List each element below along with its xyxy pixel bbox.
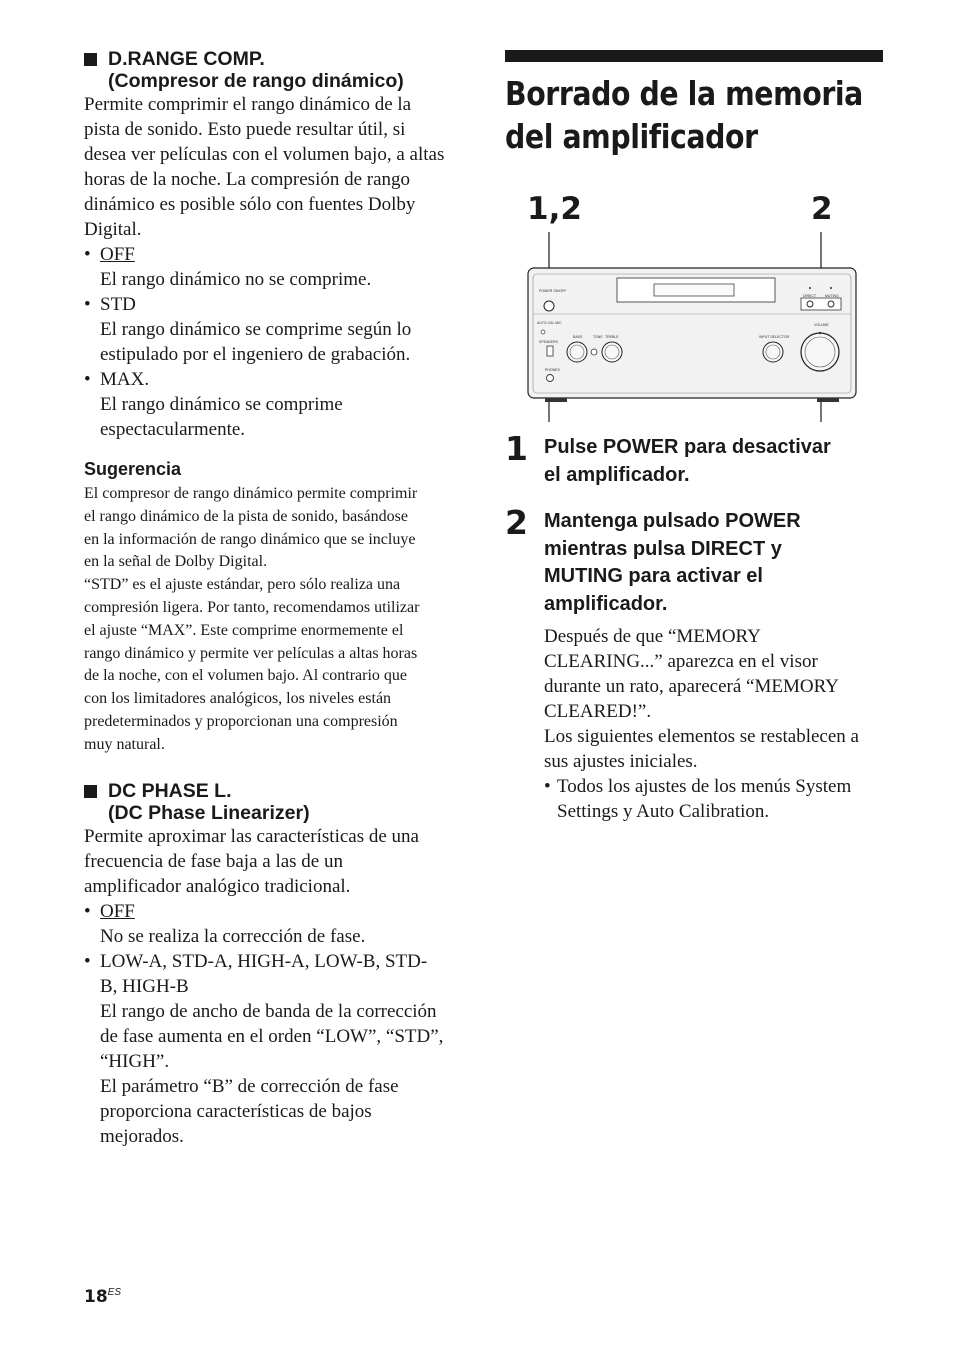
text-line: amplificador analógico tradicional. (84, 875, 351, 897)
text-line: pista de sonido. Esto puede resultar útil, si (84, 119, 406, 140)
text-line: el ajuste “MAX”. Este comprime enormemente el (84, 621, 404, 639)
treble-label: TREBLE (605, 335, 619, 339)
text-line: el amplificador. (544, 463, 690, 486)
square-bullet-icon (84, 785, 97, 798)
option-name: • LOW-A, STD-A, HIGH-A, LOW-B, STD- (100, 950, 428, 972)
option-item (84, 949, 464, 1149)
step-heading (544, 508, 883, 618)
tip-text (84, 483, 464, 757)
page-title-line: del amplificador (505, 117, 758, 156)
foot (817, 398, 839, 402)
tip-heading: Sugerencia (84, 459, 182, 479)
input-selector-label: INPUT SELECTOR (759, 335, 790, 339)
text-line: dinámico es posible sólo con fuentes Dolby (84, 194, 416, 215)
page-number-value: 18 (84, 1287, 108, 1307)
text-line: muy natural. (84, 735, 165, 753)
option-name: B, HIGH-B (100, 975, 189, 997)
direct-button (807, 301, 813, 307)
option-desc: estipulado por el ingeniero de grabación. (100, 344, 411, 365)
step-body (544, 624, 883, 774)
dcphase-title: DC PHASE L. (108, 779, 232, 802)
text-line: Mantenga pulsado POWER (544, 510, 801, 532)
callout-step-1-2: 1,2 (527, 191, 582, 227)
drange-heading (84, 48, 464, 92)
option-desc: mejorados. (100, 1125, 184, 1147)
text-line: Permite aproximar las características de una (84, 825, 419, 847)
option-desc: “HIGH”. (100, 1050, 170, 1072)
text-line: compresión ligera. Por tanto, recomendamos utilizar (84, 598, 420, 616)
amplifier-diagram (505, 192, 883, 422)
callout-step-2: 2 (811, 191, 833, 227)
volume-knob (801, 333, 839, 371)
dcphase-subtitle: (DC Phase Linearizer) (108, 801, 310, 824)
volume-label: VOLUME (814, 323, 829, 327)
option-item (84, 242, 464, 292)
text-line: el rango dinámico de la pista de sonido, basándose (84, 507, 408, 525)
text-line: Los siguientes elementos se restablecen a (544, 726, 859, 747)
text-line: • Todos los ajustes de los menús System (557, 776, 852, 797)
steps (505, 429, 883, 824)
drange-subtitle: (Compresor de rango dinámico) (108, 70, 404, 92)
tone-label: TONE (593, 335, 603, 339)
text-line: en la información de rango dinámico que se incluye (84, 530, 416, 548)
page-title (505, 72, 863, 158)
amplifier-front-panel (505, 192, 883, 422)
dcphase-heading (84, 780, 464, 824)
option-item (84, 899, 464, 949)
direct-label: DIRECT (803, 294, 817, 298)
foot (545, 398, 567, 402)
dcphase-description (84, 824, 464, 899)
muting-label: MUTING (825, 294, 839, 298)
option-item (84, 367, 464, 442)
text-line: amplificador. (544, 592, 668, 615)
text-line: desea ver películas con el volumen bajo, a altas (84, 144, 445, 165)
option-desc: espectacularmente. (100, 419, 246, 440)
speakers-label: SPEAKERS (539, 340, 558, 344)
text-line: MUTING para activar el (544, 565, 763, 587)
option-desc: El rango dinámico no se comprime. (100, 269, 372, 290)
tone-button (591, 349, 597, 355)
phones-jack (547, 375, 554, 382)
option-desc: El parámetro “B” de corrección de fase (100, 1075, 399, 1097)
text-line: durante un rato, aparecerá “MEMORY (544, 676, 839, 697)
power-label: POWER ON/OFF (539, 289, 567, 293)
square-bullet-icon (84, 53, 97, 66)
text-line: de la noche, con el volumen bajo. Al contrario que (84, 667, 408, 685)
left-column (84, 48, 464, 1149)
text-line: Pulse POWER para desactivar (544, 436, 831, 458)
text-line: mientras pulsa DIRECT y (544, 537, 782, 560)
text-line: El compresor de rango dinámico permite comprimir (84, 485, 418, 502)
step-number: 2 (505, 503, 528, 542)
text-line: Después de que “MEMORY (544, 626, 761, 647)
option-desc: proporciona características de bajos (100, 1100, 372, 1122)
muting-button (828, 301, 834, 307)
power-button (544, 301, 554, 311)
text-line: con los limitadores analógicos, los niveles están (84, 690, 392, 708)
text-line: en la señal de Dolby Digital. (84, 553, 268, 571)
step-heading (544, 434, 883, 489)
option-desc: El rango dinámico se comprime (100, 394, 343, 415)
option-name: • OFF (100, 244, 135, 265)
option-name: • STD (100, 294, 136, 315)
text-line: Settings y Auto Calibration. (557, 801, 770, 822)
title-rule (505, 50, 883, 62)
text-line: frecuencia de fase baja a las de un (84, 850, 343, 872)
text-line: rango dinámico y permite ver películas a altas horas (84, 644, 418, 662)
language-code: ES (107, 1287, 122, 1298)
dcphase-section (84, 780, 464, 1149)
page-number (84, 1282, 121, 1308)
auto-cal-jack (541, 330, 545, 334)
drange-options (84, 242, 464, 442)
option-name: • OFF (100, 900, 135, 922)
text-line: predeterminados y proporcionan una compresión (84, 712, 398, 730)
option-desc: El rango dinámico se comprime según lo (100, 319, 412, 340)
right-column (505, 50, 883, 824)
option-name: • MAX. (100, 369, 150, 390)
text-line: Permite comprimir el rango dinámico de la (84, 94, 412, 115)
drange-description (84, 92, 464, 242)
text-line: CLEARED!”. (544, 701, 652, 722)
bass-label: BASS (573, 335, 583, 339)
step-2 (505, 503, 883, 824)
step-1 (505, 429, 883, 489)
text-line: horas de la noche. La compresión de rango (84, 169, 411, 190)
text-line: “STD” es el ajuste estándar, pero sólo realiza una (84, 576, 401, 594)
phones-label: PHONES (545, 368, 560, 372)
dcphase-options (84, 899, 464, 1149)
option-desc: El rango de ancho de banda de la corrección (100, 1000, 437, 1022)
text-line: CLEARING...” aparezca en el visor (544, 651, 818, 672)
speakers-switch (547, 346, 553, 356)
step-number: 1 (505, 429, 528, 468)
text-line: Digital. (84, 219, 142, 240)
option-desc: de fase aumenta en el orden “LOW”, “STD”, (100, 1025, 444, 1047)
step-bullet (544, 774, 883, 824)
auto-cal-label: AUTO CAL MIC (537, 321, 562, 325)
option-item (84, 292, 464, 367)
option-desc: No se realiza la corrección de fase. (100, 925, 366, 947)
page-title-line: Borrado de la memoria (505, 74, 863, 113)
text-line: sus ajustes iniciales. (544, 751, 698, 772)
drange-title: D.RANGE COMP. (108, 48, 265, 70)
